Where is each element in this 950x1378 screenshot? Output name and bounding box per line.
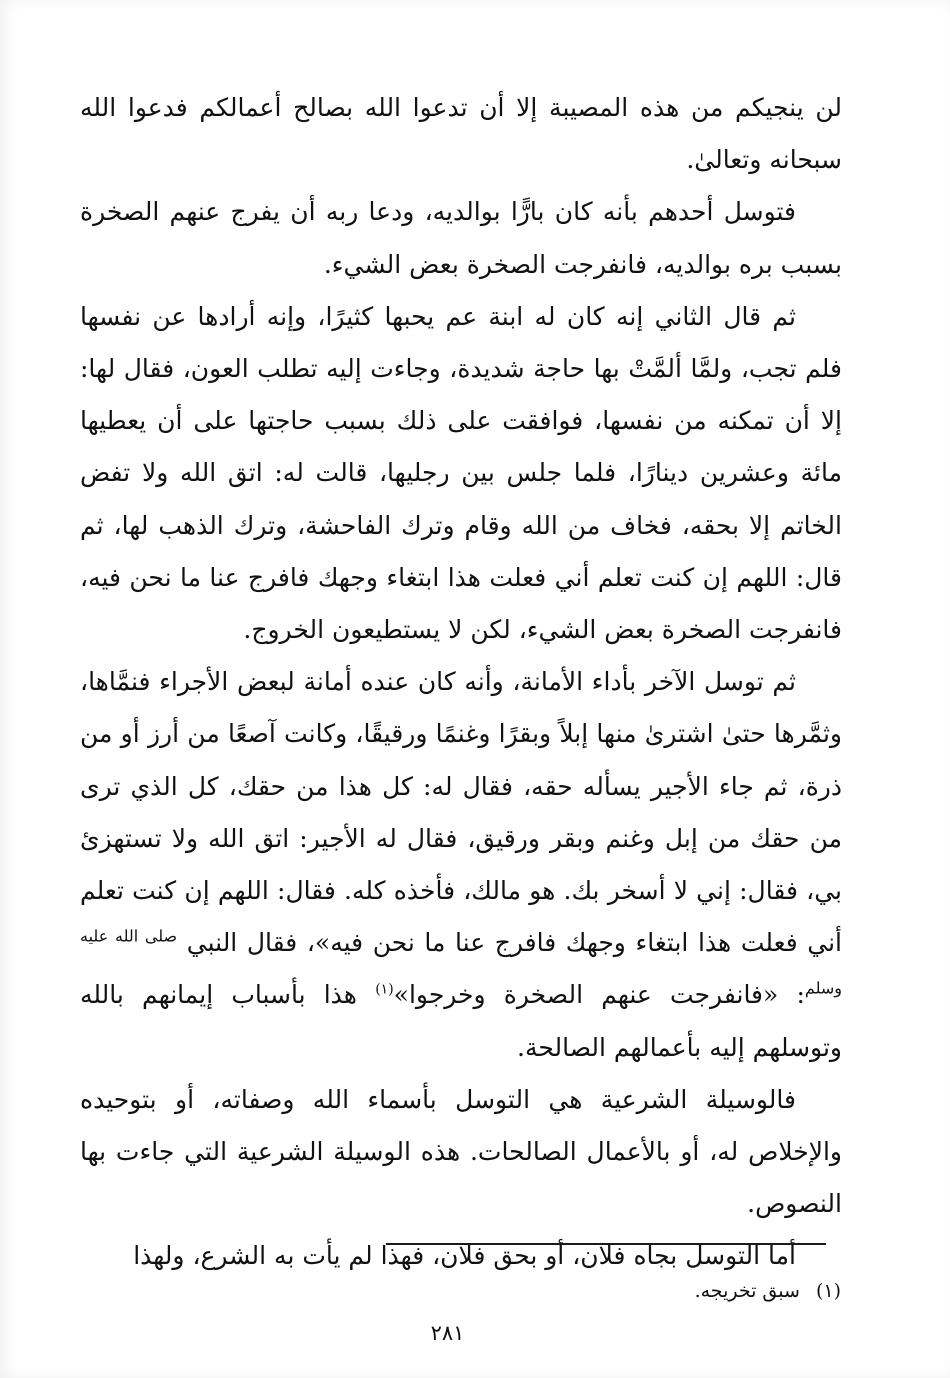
paragraph-4-quote: : «فانفرجت عنهم الصخرة وخرجوا» xyxy=(393,980,805,1010)
footnote-reference: (١) xyxy=(375,982,394,999)
paragraph-3: ثم قال الثاني إنه كان له ابنة عم يحبها كثيرًا، وإنه أرادها عن نفسها فلم تجب، ولمَّا ألمَّتْ بها حاجة شديدة، وجاءت إليه تطلب العون، فقال لها: إلا أن تمكنه من نفسها، فوافقت على ذلك بسبب حاجتها على أن يعطيها مائة وعشرين دينارًا، فلما جلس بين رجليها، قالت له: اتق الله ولا تفض الخاتم إلا بحقه، فخاف من الله وقام وترك الفاحشة، وترك الذهب لها، ثم قال: اللهم إن كنت تعلم أني فعلت هذا ابتغاء وجهك فافرج عنا ما نحن فيه، فانفرجت الصخرة بعض الشيء، لكن لا يستطيعون الخروج. xyxy=(80,301,842,645)
footnote-text: سبق تخريجه. xyxy=(694,1280,800,1302)
footnote xyxy=(695,1276,841,1306)
main-text xyxy=(80,82,842,1283)
paragraph-2: فتوسل أحدهم بأنه كان بارًّا بوالديه، ودعا ربه أن يفرج عنهم الصخرة بسبب بره بوالديه، فانفرجت الصخرة بعض الشيء. xyxy=(80,197,842,279)
paragraph-4-text: ثم توسل الآخر بأداء الأمانة، وأنه كان عنده أمانة لبعض الأجراء فنمَّاها، وثمَّرها حتىٰ اشترىٰ منها إبلاً وبقرًا وغنمًا ورقيقًا، وكانت آصعًا من أرز أو من ذرة، ثم جاء الأجير يسأله حقه، فقال له: كل هذا من حقك، كل الذي ترى من حقك من إبل وغنم وبقر ورقيق، فقال له الأجير: اتق الله ولا تستهزئ بي، فقال: إني لا أسخر بك. هو مالك، فأخذه كله. فقال: اللهم إن كنت تعلم أني فعلت هذا ابتغاء وجهك فافرج عنا ما نحن فيه»، فقال النبي xyxy=(80,667,842,958)
footnote-number: (١) xyxy=(815,1280,841,1302)
page-number: ٢٨١ xyxy=(430,1321,465,1345)
paragraph-6: أما التوسل بجاه فلان، أو بحق فلان، فهذا لم يأت به الشرع، ولهذا xyxy=(133,1241,796,1271)
paragraph-5: فالوسيلة الشرعية هي التوسل بأسماء الله وصفاته، أو بتوحيده والإخلاص له، أو بالأعمال الصالحات. هذه الوسيلة الشرعية التي جاءت بها النصوص. xyxy=(80,1084,842,1219)
salutation-mark: صلى الله عليه وسلم xyxy=(80,926,842,999)
footnote-divider xyxy=(386,1243,826,1245)
paragraph-4 xyxy=(80,656,842,1074)
paragraph-4-end: هذا بأسباب إيمانهم بالله وتوسلهم إليه بأعمالهم الصالحة. xyxy=(80,980,842,1062)
paragraph-1: لن ينجيكم من هذه المصيبة إلا أن تدعوا الله بصالح أعمالكم فدعوا الله سبحانه وتعالىٰ. xyxy=(80,93,842,175)
